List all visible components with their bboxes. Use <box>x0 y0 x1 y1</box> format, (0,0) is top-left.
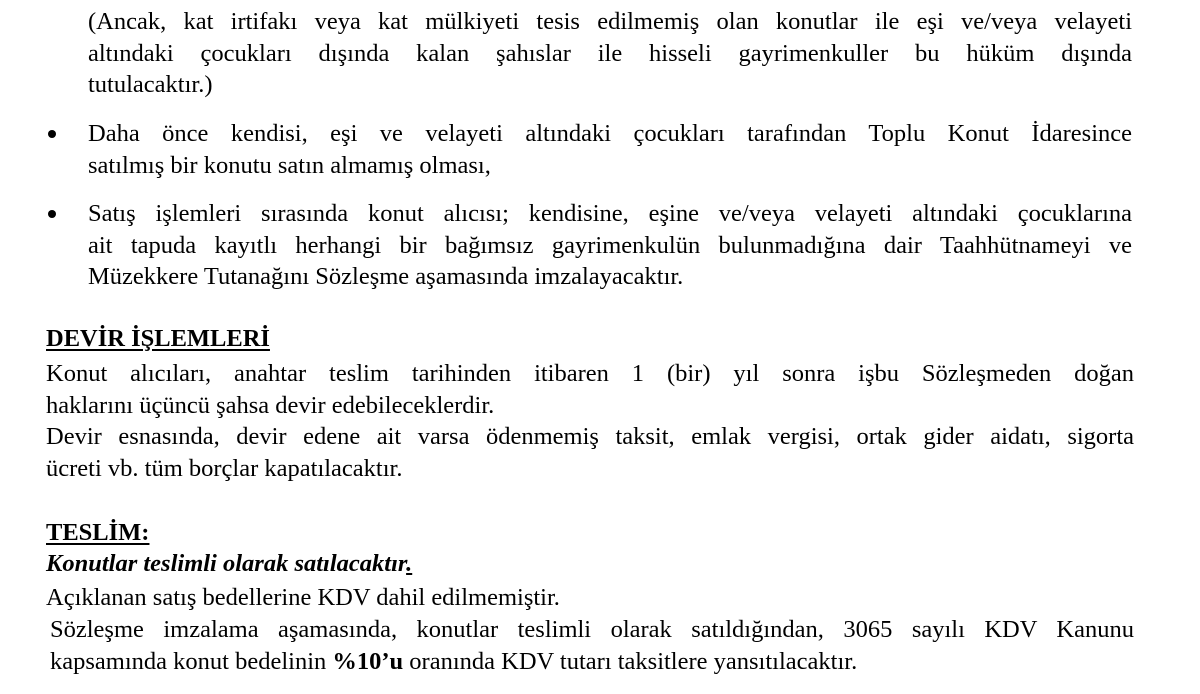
devir-body <box>46 358 1134 484</box>
bullet-item-1 <box>88 118 1132 181</box>
bullet-dot-icon <box>48 130 56 138</box>
bullet-1-line-2: satılmış bir konutu satın almamış olması, <box>88 151 491 179</box>
teslim-subheading-text: Konutlar teslimli olarak satılacaktır <box>46 550 407 577</box>
bullet-2-line-2: ait tapuda kayıtlı herhangi bir bağımsız gayrimenkulün bulunmadığına dair Taahhütnameyi ve <box>88 231 1132 259</box>
teslim-subheading <box>46 548 412 580</box>
bullet-1-line-1: Daha önce kendisi, eşi ve velayeti altındaki çocukları tarafından Toplu Konut İdaresince <box>88 120 1132 147</box>
teslim-line-3-pre: kapsamında konut bedelinin <box>50 647 333 675</box>
devir-line-1: Konut alıcıları, anahtar teslim tarihinden itibaren 1 (bir) yıl sonra işbu Sözleşmeden doğan <box>46 360 1134 387</box>
bullet-dot-icon <box>48 210 56 218</box>
devir-line-4: ücreti vb. tüm borçlar kapatılacaktır. <box>46 454 403 482</box>
devir-heading: DEVİR İŞLEMLERİ <box>46 325 270 352</box>
teslim-kdv-rate: %10’u <box>332 647 404 675</box>
bullet-2-line-3: Müzekkere Tutanağını Sözleşme aşamasında imzalayacaktır. <box>88 263 684 290</box>
parenthetical-line-2: altındaki çocukları dışında kalan şahıslar ile hisseli gayrimenkuller bu hüküm dışında <box>88 39 1132 67</box>
teslim-line-1: Açıklanan satış bedellerine KDV dahil edilmemiştir. <box>46 584 560 611</box>
teslim-subheading-period: . <box>406 550 413 577</box>
bullet-2-line-1: Satış işlemleri sırasında konut alıcısı; kendisine, eşine ve/veya velayeti altındaki çocuklarına <box>88 200 1132 227</box>
parenthetical-paragraph <box>88 6 1132 101</box>
parenthetical-line-1: (Ancak, kat irtifakı veya kat mülkiyeti tesis edilmemiş olan konutlar ile eşi ve/veya velayeti <box>88 8 1132 35</box>
teslim-heading: TESLİM: <box>46 519 150 546</box>
parenthetical-line-3: tutulacaktır.) <box>88 71 213 98</box>
devir-line-2: haklarını üçüncü şahsa devir edebileceklerdir. <box>46 391 495 419</box>
teslim-kdv-paragraph <box>50 614 1134 677</box>
teslim-line-3 <box>50 646 1134 678</box>
teslim-line-2: Sözleşme imzalama aşamasında, konutlar teslimli olarak satıldığından, 3065 sayılı KDV Kanunu <box>50 616 1134 643</box>
devir-line-3: Devir esnasında, devir edene ait varsa ödenmemiş taksit, emlak vergisi, ortak gider aidatı, sigorta <box>46 423 1134 450</box>
bullet-item-2 <box>88 198 1132 293</box>
teslim-line-3-post: oranında KDV tutarı taksitlere yansıtılacaktır. <box>403 647 858 675</box>
